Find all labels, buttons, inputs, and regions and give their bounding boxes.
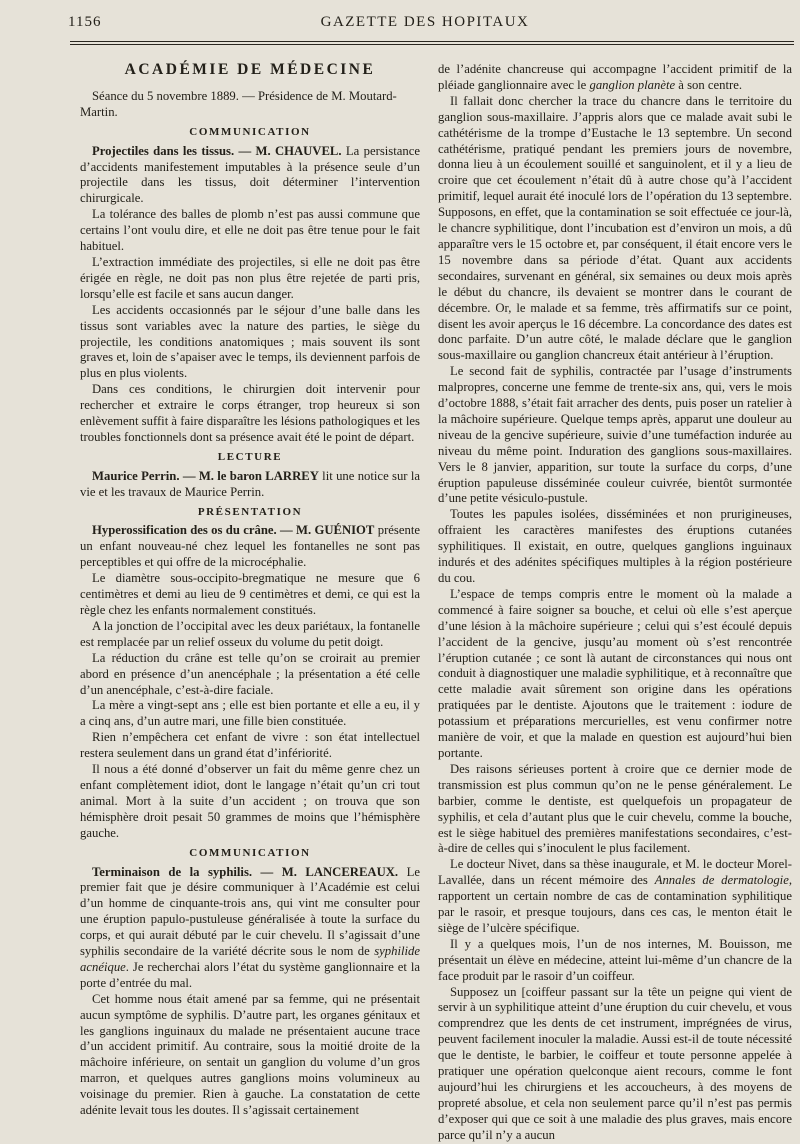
- paragraph: La réduction du crâne est telle qu’on se croirait au premier abord en présence d’un anencéphale ; la présentation a été celle d’un anencéphale, c’est-à-dire faciale.: [80, 650, 420, 697]
- paragraph-lede: Maurice Perrin. — M. le baron LARREY: [92, 468, 319, 483]
- paragraph-text: lit une notice sur la vie et les travaux de Maurice Perrin.: [80, 468, 420, 499]
- paragraph-lede: Projectiles dans les tissus. — M. CHAUVEL.: [92, 143, 342, 158]
- paragraph-text: Le docteur Nivet, dans sa thèse inaugurale, et M. le docteur Morel-Lavallée, dans un récent mémoire des: [438, 857, 792, 888]
- page-header: [68, 14, 782, 36]
- subheading-presentation: PRÉSENTATION: [197, 505, 303, 518]
- paragraph: Il y a quelques mois, l’un de nos internes, M. Bouisson, me présentait un élève en médecine, atteint lui-même d’un chancre de la face produit par le rasoir d’un coiffeur.: [438, 936, 792, 983]
- header-rule-double: [70, 44, 794, 45]
- subheading-communication: COMMUNICATION: [189, 125, 311, 138]
- paragraph: Toutes les papules isolées, disséminées et non prurigineuses, offraient les caractères manifestes des éruptions cutanées syphilitiques. Il existait, en outre, quelques ganglions inguinaux indurés et des adénites spécifiques multiples à la région postérieure du cou.: [438, 507, 792, 585]
- paragraph: Rien n’empêchera cet enfant de vivre : son état intellectuel restera seulement dans un grand état d’infériorité.: [80, 730, 420, 761]
- page-number: 1156: [68, 14, 102, 30]
- italic-term: ganglion planète: [589, 77, 676, 92]
- paragraph: [438, 857, 792, 937]
- paragraph: [80, 523, 420, 571]
- paragraph: Des raisons sérieuses portent à croire que ce dernier mode de transmission est plus commun qu’on ne le pense généralement. Le barbier, comme le dentiste, est quelquefois un propagateur de syphilis, et cela d’autant plus que le cuir chevelu, comme la bouche, est le siège habituel des premières manifestations secondaires, c’est-à-dire de celles qui s’inoculent le plus facilement.: [438, 761, 792, 856]
- paragraph-lede: Terminaison de la syphilis. — M. LANCEREAUX.: [92, 864, 399, 879]
- paragraph-text: La persistance d’accidents manifestement imputables à la présence seule d’un projectile dans les tissus, doit déterminer l’intervention chirurgicale.: [80, 143, 420, 206]
- paragraph: Il fallait donc chercher la trace du chancre dans le territoire du ganglion sous-maxillaire. J’appris alors que ce malade avait subi le cathétérisme de la trompe d’Eustache le 13 septembre. Un second cathétérisme, pratiqué pendant les premiers jours de novembre, donna lieu à un écoulement souillé et sanguinolent, et il y a lieu de croire que cet écoulement n’était dû à autre chose qu’à l’accident primitif, lequel aurait été inoculé lors de l’opération du 13 septembre. Supposons, en effet, que la contamination se soit effectuée ce jour-là, le chancre syphilitique, dont l’incubation est d’environ un mois, a dû apparaître vers le 15 octobre et, par conséquent, il était encore vers le 15 novembre dans sa période d’état. Quant aux accidents secondaires, survenant en général, six semaines ou deux mois après le début du chancre, ils devaient se montrer dans le courant de décembre. Or, le malade et sa femme, très affirmatifs sur ce point, disent les avoir aperçus le 16 décembre. La concordance des dates est donc parfaite. D’un autre côté, le malade déclare que le ganglion sous-maxillaire ou ganglion chancreux était antérieur à l’éruption.: [438, 93, 792, 363]
- paragraph: [80, 865, 420, 992]
- paragraph: [438, 62, 792, 94]
- paragraph: Le second fait de syphilis, contractée par l’usage d’instruments malpropres, concerne une femme de trente-six ans, qui, vers le mois d’octobre 1888, s’était fait arracher des dents, puis poser un ratelier à la mâchoire supérieure. Quelque temps après, apparut une douleur au niveau de la gencive supérieure, suivie d’une tuméfaction indurée au niveau du même point. Induration des ganglions sous-maxillaires. Vers le 8 janvier, apparition, sur toute la surface du corps, d’une éruption papuleuse disséminée couleur cuivrée, bientôt surmontée d’une petite vésiculo-pustule.: [438, 364, 792, 506]
- paragraph-text: , rapportent un certain nombre de cas de contamination syphilitique par le rasoir, et presque toujours, dans ces cas, le menton était le siège de l’ulcère spécifique.: [438, 873, 792, 935]
- paragraph-text: . Je recherchai alors l’état du système ganglionnaire et la porte d’entrée du mal.: [80, 959, 420, 990]
- paragraph: Les accidents occasionnés par le séjour d’une balle dans les tissus sont variables avec la nature des parties, le siège du projectile, les conditions anatomiques ; mais souvent ils sont graves et, loin de s’apaiser avec le temps, ils deviennent parfois de plus en plus violents.: [80, 302, 420, 381]
- paragraph: La mère a vingt-sept ans ; elle est bien portante et elle a eu, il y a cinq ans, d’un autre mari, une fille bien constituée.: [80, 698, 420, 729]
- subheading-communication: COMMUNICATION: [189, 846, 311, 859]
- subheading-lecture: LECTURE: [217, 450, 283, 463]
- paragraph: Il nous a été donné d’observer un fait du même genre chez un enfant complètement idiot, dont le langage n’était qu’un cri tout animal. Mort à la suite d’un accident ; on trouva que son hémisphère droit pesait 50 grammes de moins que l’hémisphère gauche.: [80, 762, 420, 840]
- paragraph: La tolérance des balles de plomb n’est pas aussi commune que certains l’ont voulu dire, et elle ne doit pas être tenue pour le fait habituel.: [80, 207, 420, 254]
- right-column: [438, 62, 792, 1142]
- paragraph: Le diamètre sous-occipito-bregmatique ne mesure que 6 centimètres et demi au lieu de 9 centimètres et demi, ce qui est la règle chez les enfants normalement constitués.: [80, 571, 420, 617]
- paragraph: Supposez un [coiffeur passant sur la tête un peigne qui vient de servir à un syphilitique atteint d’une éruption du cuir chevelu, et vous comprendrez que les dents de cet instrument, imprégnées de virus, peuvent facilement inoculer la maladie. Aussi est-il de toute nécessité que le dentiste, le barbier, le coiffeur et toute personne appelée à pratiquer une opération quelconque aient recours, comme le font aujourd’hui les chirurgiens et les accoucheurs, à des moyens de propreté absolue, et cela non seulement parce qu’il n’est pas permis d’exposer qui que ce soit à une maladie des plus graves, mais encore parce qu’il n’y a aucun: [438, 984, 792, 1142]
- italic-term: Annales de dermatologie: [654, 873, 789, 888]
- paragraph: Cet homme nous était amené par sa femme, qui ne présentait aucun symptôme de syphilis. D’autre part, les organes génitaux et les ganglions inguinaux du malade ne présentaient aucune trace d’un accident primitif. Au contraire, sous la moitié droite de la mâchoire inférieure, on sentait un ganglion du volume d’un gros marron, et quelques autres ganglions moins volumineux au voisinage du premier. Rien à gauche. La constatation de cette adénite levait tous les doutes. Il s’agissait certainement: [80, 991, 420, 1118]
- paragraph: A la jonction de l’occipital avec les deux pariétaux, la fontanelle est remplacée par un relief osseux du volume du petit doigt.: [80, 618, 420, 649]
- paragraph: L’extraction immédiate des projectiles, si elle ne doit pas être érigée en règle, ne doit pas non plus être rejetée de parti pris, lorsqu’elle est facile et sans aucun danger.: [80, 254, 420, 301]
- session-line: Séance du 5 novembre 1889. — Présidence de M. Moutard-Martin.: [80, 88, 397, 119]
- running-title: GAZETTE DES HOPITAUX: [320, 14, 530, 30]
- italic-term: syphilide acnéique: [80, 944, 420, 974]
- header-rule: [70, 41, 794, 42]
- paragraph: [80, 144, 420, 208]
- paragraph-lede: Hyperossification des os du crâne. — M. GUÉNIOT: [92, 523, 375, 538]
- left-column: [80, 62, 420, 1123]
- paragraph-text: de l’adénite chancreuse qui accompagne l’accident primitif de la pléiade ganglionnaire avec le: [438, 62, 792, 92]
- section-title: ACADÉMIE DE MÉDECINE: [124, 61, 376, 78]
- paragraph: [80, 469, 420, 501]
- paragraph-text: présente un enfant nouveau-né chez lequel les fontanelles ne sont pas perceptibles et qui offre de la microcéphalie.: [80, 523, 420, 570]
- paragraph: Dans ces conditions, le chirurgien doit intervenir pour rechercher et extraire le corps étranger, trop heureux si son enlèvement suffit à faire disparaître les lésions pathologiques et les troubles fonctionnels dont sa présence avait été le point de départ.: [80, 382, 420, 444]
- paragraph-text: Le premier fait que je désire communiquer à l’Académie est celui d’un homme de cinquante-trois ans, qui vint me consulter pour une éruption papulo-pustuleuse généralisée à toute la surface du corps, et qui aurait débuté par le cuir chevelu. Il s’agissait d’une syphilis secondaire de la variété décrite sous le nom de: [80, 864, 420, 959]
- paragraph: L’espace de temps compris entre le moment où la malade a commencé à faire soigner sa bouche, et celui où elle s’est aperçue d’une lésion à la mâchoire supérieure ; celui qui s’est écoulé depuis l’accident de la gencive, jusqu’au moment où s’est rencontrée l’éruption cutanée ; ce sont là autant de circonstances qui nous ont conduit à diagnostiquer une maladie syphilitique, et à reconnaître que cette maladie avait sûrement son origine dans les opérations pratiquées par le dentiste. Ajoutons que le traitement : iodure de potassium et préparations mercurielles, est venu confirmer notre manière de voir, et que la malade en question est aujourd’hui bien portante.: [438, 586, 792, 760]
- paragraph-text: à son centre.: [675, 77, 743, 92]
